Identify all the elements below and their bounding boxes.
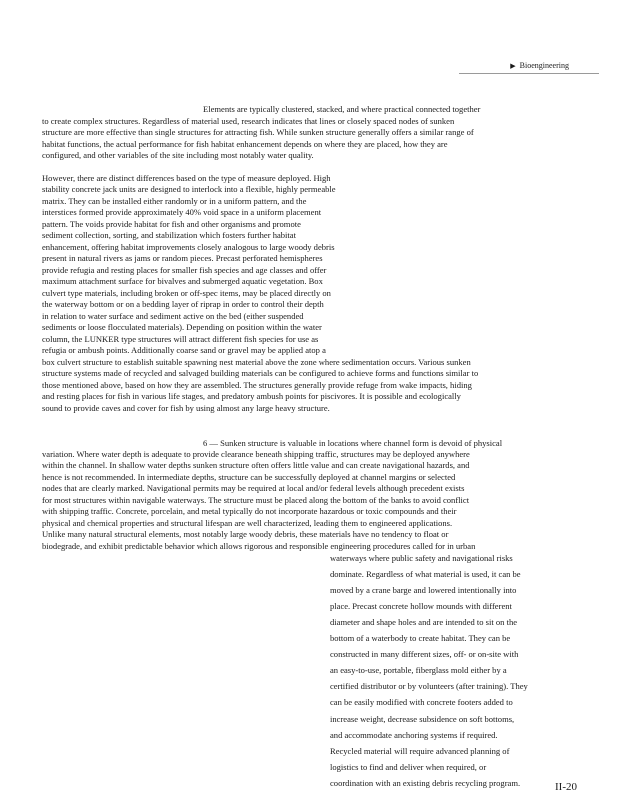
text-line: the waterway bottom or on a bedding layer of riprap in order to control their depth: [42, 299, 324, 310]
text-line: However, there are distinct differences based on the type of measure deployed. High: [42, 172, 331, 183]
text-line: habitat functions, the actual performance for fish habitat enhancement depends on where they are placed, how they are: [42, 138, 448, 149]
text-line: biodegrade, and exhibit predictable behavior which allows rigorous and responsible engineering procedures called for in urban: [42, 540, 476, 551]
running-header: [510, 61, 569, 70]
text-line: diameter and shape holes and are intended to sit on the: [330, 616, 518, 627]
text-line: structure are more effective than single structures for attracting fish. While sunken structure generally offers a similar range of: [42, 127, 474, 138]
text-line: moved by a crane barge and lowered intentionally into: [330, 584, 517, 595]
text-line: physical and chemical properties and structural lifespan are well characterized, leading them to engineered applications.: [42, 517, 453, 528]
section-title: Bioengineering: [519, 61, 569, 70]
text-line: present in natural rivers as jams or random pieces. Precast perforated hemispheres: [42, 253, 323, 264]
text-line: place. Precast concrete hollow mounds with different: [330, 600, 512, 611]
text-line: box culvert structure to establish suitable spawning nest material above the zone where sedimentation occurs. Various sunken: [42, 356, 471, 367]
text-line: 6 — Sunken structure is valuable in locations where channel form is devoid of physical: [203, 437, 503, 448]
text-line: maximum attachment surface for bivalves and submerged aquatic vegetation. Box: [42, 276, 323, 287]
text-line: for most structures within navigable waterways. The structure must be placed along the bottom of the banks to avoid conflict: [42, 494, 470, 505]
text-line: hence is not recommended. In intermediate depths, structure can be successfully deployed at channel margins or selected: [42, 471, 456, 482]
text-line: pattern. The voids provide habitat for fish and other organisms and promote: [42, 218, 301, 229]
text-line: enhancement, offering habitat improvements closely analogous to large woody debris: [42, 241, 335, 252]
text-line: increase weight, decrease subsidence on soft bottoms,: [330, 713, 515, 724]
text-line: within the channel. In shallow water depths sunken structure often offers little value and can create navigational hazards, and: [42, 460, 470, 471]
text-line: sediments or loose flocculated materials). Depending on position within the water: [42, 322, 322, 333]
text-line: dominate. Regardless of what material is used, it can be: [330, 568, 521, 579]
text-line: column, the LUNKER type structures will attract different fish species for use as: [42, 333, 319, 344]
text-line: matrix. They can be installed either randomly or in a uniform pattern, and the: [42, 195, 307, 206]
text-line: nodes that are clearly marked. Navigational permits may be required at local and/or federal levels although precedent exists: [42, 483, 465, 494]
text-line: culvert type materials, including broken or off-spec items, may be placed directly on: [42, 287, 331, 298]
text-line: structure systems made of recycled and salvaged building materials can be configured to achieve forms and functions similar to: [42, 368, 479, 379]
text-line: constructed in many different sizes, off- or on-site with: [330, 649, 519, 660]
text-line: and resting places for fish in various life stages, and predatory ambush points for piscivores. It is possible and ecologically: [42, 391, 461, 402]
text-line: variation. Where water depth is adequate to provide clearance beneath shipping traffic, structures may be deployed anywhere: [42, 448, 470, 459]
text-line: with shipping traffic. Concrete, porcelain, and metal typically do not incorporate hazardous or toxic compounds and their: [42, 506, 457, 517]
text-line: can be easily modified with concrete footers added to: [330, 697, 513, 708]
text-line: Unlike many natural structural elements, most notably large woody debris, these materials have no tendency to float or: [42, 529, 449, 540]
triangle-right-icon: ▶: [510, 61, 516, 70]
text-line: Recycled material will require advanced planning of: [330, 745, 510, 756]
text-line: refugia or ambush points. Additionally coarse sand or gravel may be applied atop a: [42, 345, 326, 356]
text-line: waterways where public safety and navigational risks: [330, 552, 513, 563]
text-line: coordination with an existing debris recycling program.: [330, 777, 521, 788]
text-line: and accommodate anchoring systems if required.: [330, 729, 498, 740]
text-line: provide refugia and resting places for smaller fish species and age classes and offer: [42, 264, 327, 275]
text-line: logistics to find and deliver when required, or: [330, 761, 487, 772]
text-line: Elements are typically clustered, stacked, and where practical connected together: [203, 104, 481, 114]
text-line: an easy-to-use, portable, fiberglass mold either by a: [330, 665, 507, 676]
page-number: II-20: [555, 781, 577, 793]
text-line: sediment collection, sorting, and stabilization which fosters further habitat: [42, 230, 296, 241]
header-rule: [459, 73, 599, 74]
text-line: interstices formed provide approximately 40% void space in a uniform placement: [42, 207, 322, 218]
text-line: configured, and other variables of the site including most notably water quality.: [42, 150, 314, 161]
text-line: those mentioned above, based on how they are assembled. The structures generally provide refuge from wake impacts, hiding: [42, 379, 472, 390]
text-line: bottom of a waterbody to create habitat. They can be: [330, 633, 511, 643]
text-line: stability concrete jack units are designed to interlock into a flexible, highly permeable: [42, 184, 336, 195]
text-line: certified distributor or by volunteers (after training). They: [330, 681, 528, 692]
text-line: to create complex structures. Regardless of material used, research indicates that lines or closely spaced nodes of sunken: [42, 115, 455, 126]
text-line: sound to provide caves and cover for fish by using almost any large heavy structure.: [42, 402, 330, 413]
text-line: in relation to water surface and sediment active on the bed (either suspended: [42, 310, 304, 321]
